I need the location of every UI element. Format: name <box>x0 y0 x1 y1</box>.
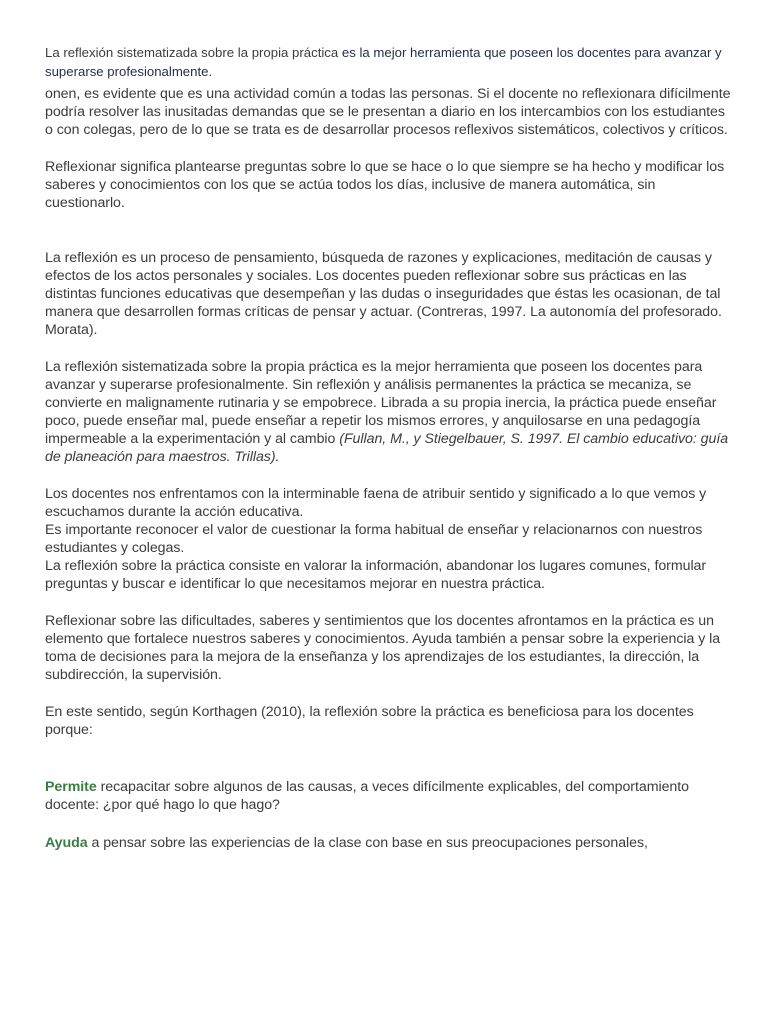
document-page <box>45 43 735 852</box>
paragraph-2: Reflexionar significa plantearse preguntas sobre lo que se hace o lo que siempre se ha hecho y modificar los saberes y conocimientos con los que se actúa todos los días, inclusive de manera automática, sin cuestionarlo. <box>45 159 725 211</box>
keyword-ayuda: Ayuda <box>45 835 88 851</box>
benefit-ayuda <box>45 834 735 852</box>
intro-quote <box>45 43 735 81</box>
intro-plain: La reflexión sistematizada sobre la propia práctica <box>45 45 342 60</box>
benefit-permite-text: recapacitar sobre algunos de las causas, a veces difícilmente explicables, del comportamiento docente: ¿por qué hago lo que hago? <box>45 779 689 813</box>
paragraph-4 <box>45 358 735 466</box>
paragraph-1: onen, es evidente que es una actividad común a todas las personas. Si el docente no reflexionara difícilmente podría resolver las inusitadas demandas que se le presentan a diario en los intercambios con los estudiantes o con colegas, pero de lo que se trata es de desarrollar procesos reflexivos sistemáticos, colectivos y críticos. <box>45 86 731 138</box>
paragraph-3: La reflexión es un proceso de pensamiento, búsqueda de razones y explicaciones, meditación de causas y efectos de los actos personales y sociales. Los docentes pueden reflexionar sobre sus prácticas en las distintas funciones educativas que desempeñan y las dudas o inseguridades que éstas les ocasionan, de tal manera que desarrollen formas críticas de pensar y actuar. (Contreras, 1997. La autonomía del profesorado. Morata). <box>45 250 722 338</box>
intro-end: . <box>208 64 213 79</box>
paragraph-5-line-a: Los docentes nos enfrentamos con la interminable faena de atribuir sentido y significado a lo que vemos y escuchamos durante la acción educativa. <box>45 486 707 520</box>
benefit-permite <box>45 778 735 814</box>
paragraph-4-citation: (Fullan, M., y Stiegelbauer, S. 1997. El cambio educativo: guía de planeación para maestros. Trillas). <box>45 431 729 465</box>
benefit-ayuda-text: a pensar sobre las experiencias de la clase con base en sus preocupaciones personales, <box>87 835 648 851</box>
paragraph-5-line-c: La reflexión sobre la práctica consiste en valorar la información, abandonar los lugares comunes, formular preguntas y buscar e identificar lo que necesitamos mejorar en nuestra práctica. <box>45 558 707 592</box>
paragraph-4-text: La reflexión sistematizada sobre la propia práctica es la mejor herramienta que poseen los docentes para avanzar y superarse profesionalmente. Sin reflexión y análisis permanentes la práctica se mecaniza, se convierte en malignamente rutinaria y se empobrece. Librada a su propia inercia, la práctica puede enseñar poco, puede enseñar mal, puede enseñar a repetir los mismos errores, y anquilosarse en una pedagogía impermeable a la experimentación y al cambio <box>45 359 717 447</box>
keyword-permite: Permite <box>45 779 97 795</box>
paragraph-6: Reflexionar sobre las dificultades, saberes y sentimientos que los docentes afrontamos en la práctica es un elemento que fortalece nuestros saberes y conocimientos. Ayuda también a pensar sobre la experiencia y la toma de decisiones para la mejora de la enseñanza y los aprendizajes de los estudiantes, la dirección, la subdirección, la supervisión. <box>45 613 721 683</box>
paragraph-5-line-b: Es importante reconocer el valor de cuestionar la forma habitual de enseñar y relacionarnos con nuestros estudiantes y colegas. <box>45 522 703 556</box>
paragraph-7: En este sentido, según Korthagen (2010), la reflexión sobre la práctica es beneficiosa para los docentes porque: <box>45 704 694 738</box>
intro-highlight: es la mejor herramienta que poseen los docentes para avanzar y superarse profesionalmente <box>45 45 722 79</box>
paragraph-5 <box>45 485 735 593</box>
